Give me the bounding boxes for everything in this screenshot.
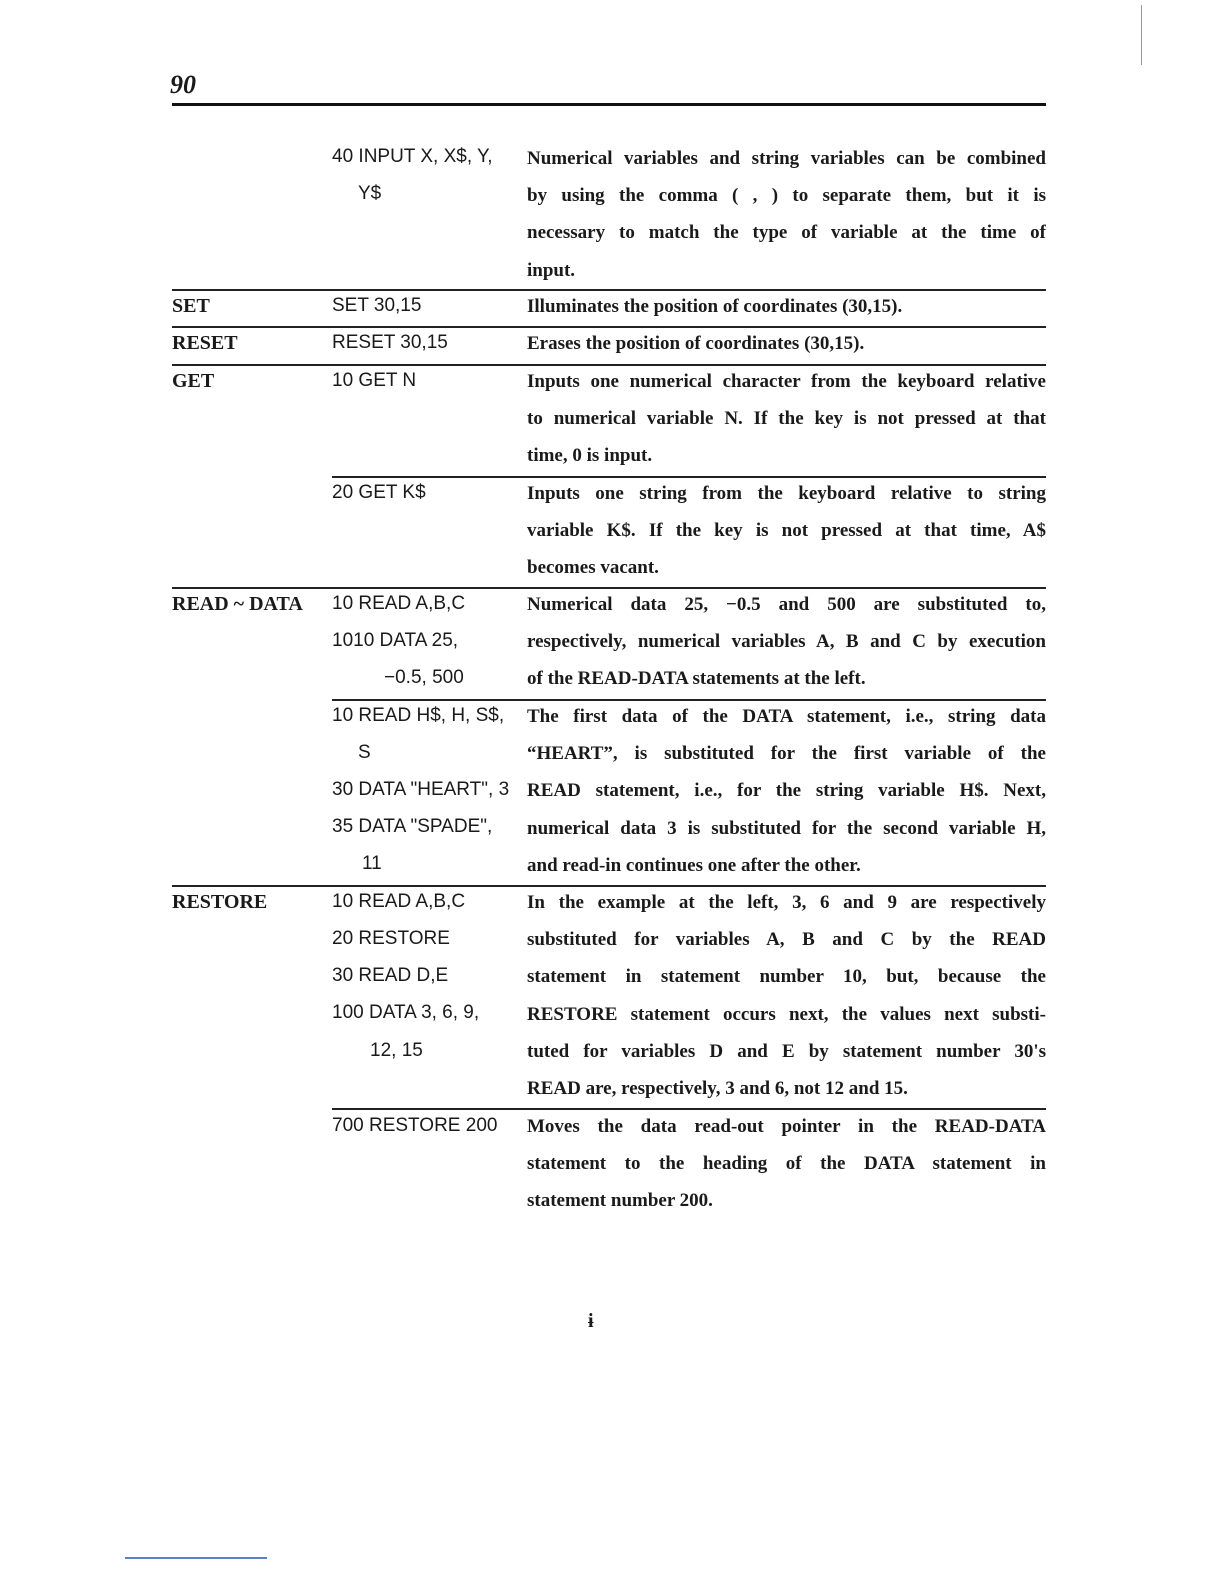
description-line: by using the comma ( , ) to separate them, but it is — [527, 185, 1046, 207]
code-line: 11 — [362, 853, 382, 874]
keyword-restore: RESTORE — [172, 891, 268, 913]
code-line: 20 RESTORE — [332, 928, 450, 949]
code-line: 10 READ A,B,C — [332, 891, 466, 912]
code-line: S — [358, 742, 371, 763]
description-line: “HEART”, is substituted for the first variable of the — [527, 743, 1046, 765]
keyword-set: SET — [172, 295, 210, 317]
footer-rule — [125, 1557, 267, 1559]
keyword-read-data: READ ~ DATA — [172, 593, 303, 615]
description-block — [527, 475, 1046, 587]
keyword-reset: RESET — [172, 332, 238, 354]
description-line: to numerical variable N. If the key is not pressed at that — [527, 408, 1046, 430]
code-line: 10 READ H$, H, S$, — [332, 705, 505, 726]
description-block — [527, 363, 1046, 475]
description-line: respectively, numerical variables A, B and C by execution — [527, 631, 1046, 653]
code-line: Y$ — [358, 183, 382, 204]
description-line: Moves the data read-out pointer in the READ-DATA — [527, 1116, 1046, 1137]
description-line: variable K$. If the key is not pressed at that time, A$ — [527, 520, 1046, 542]
code-line: RESET 30,15 — [332, 332, 448, 353]
description-line: Illuminates the position of coordinates (30,15). — [527, 296, 903, 317]
description-line: tuted for variables D and E by statement number 30's — [527, 1040, 1046, 1062]
description-line: Erases the position of coordinates (30,15). — [527, 333, 865, 354]
header-rule — [172, 103, 1046, 106]
code-line: 40 INPUT X, X$, Y, — [332, 146, 493, 167]
description-line: input. — [527, 259, 576, 281]
description-line: statement in statement number 10, but, because the — [527, 966, 1046, 988]
description-line: of the READ-DATA statements at the left. — [527, 668, 866, 690]
description-line: numerical data 3 is substituted for the second variable H, — [527, 817, 1046, 839]
code-line: 700 RESTORE 200 — [332, 1115, 498, 1136]
description-block — [527, 884, 1046, 1107]
description-line: Numerical data 25, −0.5 and 500 are substituted to, — [527, 594, 1046, 615]
description-block — [527, 325, 1046, 362]
footer-mark: ɨ — [588, 1310, 594, 1332]
description-block — [527, 586, 1046, 698]
description-block — [527, 698, 1046, 884]
code-line: SET 30,15 — [332, 295, 422, 316]
description-line: statement number 200. — [527, 1190, 713, 1212]
description-line: In the example at the left, 3, 6 and 9 are respectively — [527, 892, 1046, 913]
description-block — [527, 140, 1046, 289]
description-line: RESTORE statement occurs next, the values next substi- — [527, 1003, 1046, 1025]
code-line: 30 READ D,E — [332, 965, 449, 986]
code-line: −0.5, 500 — [384, 667, 464, 688]
description-line: The first data of the DATA statement, i.e., string data — [527, 706, 1046, 727]
page-number: 90 — [170, 70, 196, 99]
description-line: necessary to match the type of variable at the time of — [527, 222, 1046, 244]
description-block — [527, 1108, 1046, 1220]
description-line: Inputs one string from the keyboard relative to string — [527, 483, 1046, 504]
description-line: Numerical variables and string variables can be combined — [527, 148, 1046, 169]
description-line: time, 0 is input. — [527, 445, 653, 467]
code-line: 10 GET N — [332, 370, 417, 391]
description-line: substituted for variables A, B and C by the READ — [527, 929, 1046, 951]
code-line: 20 GET K$ — [332, 482, 426, 503]
keyword-get: GET — [172, 370, 215, 392]
description-line: READ are, respectively, 3 and 6, not 12 and 15. — [527, 1077, 908, 1099]
description-line: becomes vacant. — [527, 557, 659, 579]
code-line: 35 DATA "SPADE", — [332, 816, 493, 837]
code-line: 10 READ A,B,C — [332, 593, 466, 614]
scan-edge-mark — [1141, 5, 1142, 65]
description-line: READ statement, i.e., for the string variable H$. Next, — [527, 780, 1046, 802]
description-line: and read-in continues one after the other. — [527, 854, 861, 876]
description-line: statement to the heading of the DATA statement in — [527, 1153, 1046, 1175]
description-block — [527, 288, 1046, 325]
description-line: Inputs one numerical character from the keyboard relative — [527, 371, 1046, 392]
code-line: 1010 DATA 25, — [332, 630, 459, 651]
code-line: 30 DATA "HEART", 3 — [332, 779, 510, 800]
code-line: 100 DATA 3, 6, 9, — [332, 1002, 480, 1023]
code-line: 12, 15 — [370, 1040, 423, 1061]
